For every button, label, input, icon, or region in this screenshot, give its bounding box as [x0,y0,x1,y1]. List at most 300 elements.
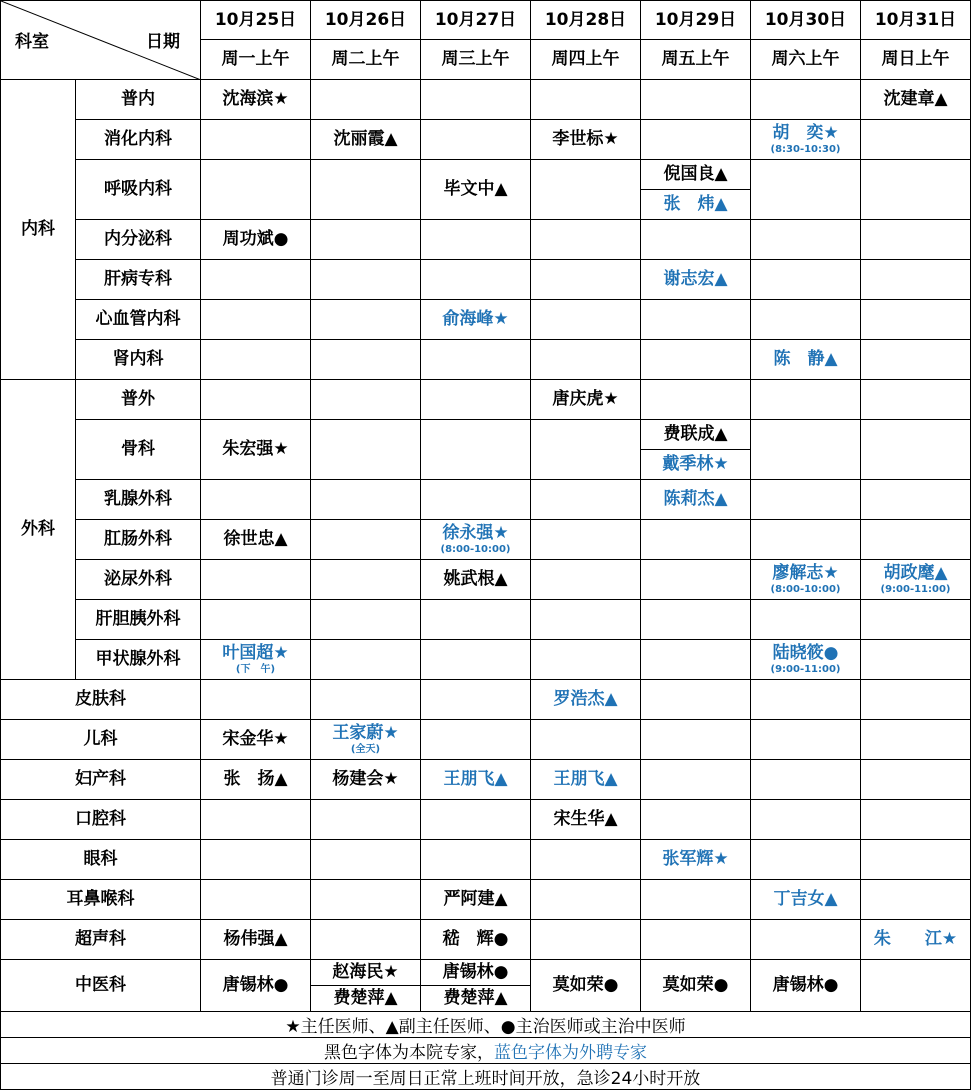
department-name: 肛肠外科 [104,529,172,550]
department-cell [76,560,201,600]
department-cell [76,160,201,220]
department-name: 皮肤科 [75,689,126,710]
department-name: 肝胆胰外科 [95,609,181,630]
schedule-cell [751,640,861,680]
schedule-cell [641,880,751,920]
schedule-cell [861,160,971,220]
department-cell [76,220,201,260]
department-cell [0,720,201,760]
schedule-cell [751,160,861,220]
doctor-name: 姚武根▲ [443,569,508,590]
schedule-cell [201,160,311,220]
date-label: 10月25日 [214,9,297,30]
schedule-cell [641,920,751,960]
department-name: 中医科 [75,975,126,996]
schedule-cell [311,760,421,800]
department-name: 眼科 [83,849,118,870]
schedule-cell [751,80,861,120]
hours-text: 普通门诊周一至周日正常上班时间开放，急诊24小时开放 [270,1069,701,1089]
schedule-cell [751,960,861,1012]
schedule-cell [751,560,861,600]
schedule-cell [861,840,971,880]
schedule-cell [421,380,531,420]
doctor-name: 张 炜▲ [663,194,728,215]
day-header [311,40,421,80]
schedule-cell [641,680,751,720]
schedule-cell [861,260,971,300]
doctor-name: 叶国超★ [222,642,289,663]
schedule-cell [531,760,641,800]
schedule-cell [641,220,751,260]
date-label: 10月27日 [434,9,517,30]
schedule-cell [421,880,531,920]
schedule-cell [751,600,861,640]
department-name: 妇产科 [75,769,126,790]
doctor-name: 嵇 辉● [442,929,509,950]
schedule-cell [641,840,751,880]
schedule-cell [201,300,311,340]
doctor-name: 莫如荣● [662,975,729,996]
schedule-cell [421,340,531,380]
date-header [531,0,641,40]
doctor-name: 陈 静▲ [773,349,838,370]
department-name: 普内 [121,89,155,110]
schedule-cell [861,800,971,840]
department-name: 泌尿外科 [104,569,172,590]
schedule-cell [201,920,311,960]
schedule-cell [531,840,641,880]
doctor-name: 赵海民★ [332,962,399,983]
department-name: 乳腺外科 [104,489,172,510]
schedule-cell [421,760,531,800]
schedule-cell [861,960,971,1012]
schedule-cell [531,800,641,840]
doctor-name: 莫如荣● [552,975,619,996]
time-note: (8:30-10:30) [770,144,841,156]
department-name: 肝病专科 [104,269,172,290]
date-label: 10月31日 [874,9,957,30]
date-label: 10月26日 [324,9,407,30]
department-cell [0,840,201,880]
schedule-cell [421,300,531,340]
department-name: 甲状腺外科 [95,649,181,670]
doctor-name: 唐庆虎★ [552,389,619,410]
schedule-cell [531,640,641,680]
department-name: 耳鼻喉科 [66,889,135,910]
schedule-cell [861,880,971,920]
department-name: 骨科 [121,439,155,460]
doctor-name: 沈建章▲ [883,89,948,110]
schedule-cell [531,560,641,600]
date-label: 10月29日 [654,9,737,30]
time-note: (9:00-11:00) [880,584,951,596]
time-note: (8:00-10:00) [440,544,511,556]
schedule-cell [201,640,311,680]
date-label: 10月28日 [544,9,627,30]
doctor-name: 沈丽霞▲ [333,129,398,150]
doctor-name: 陆晓筱● [772,642,839,663]
doctor-name: 费楚萍▲ [333,988,398,1009]
schedule-cell [201,560,311,600]
doctor-slot [641,450,750,479]
schedule-cell [311,960,421,1012]
schedule-cell [641,640,751,680]
schedule-cell [531,680,641,720]
schedule-cell [311,560,421,600]
schedule-cell [311,640,421,680]
day-header [421,40,531,80]
schedule-cell [641,300,751,340]
doctor-name: 周功斌● [222,229,289,250]
department-name: 超声科 [75,929,126,950]
schedule-cell [641,420,751,480]
day-label: 周日上午 [881,49,950,70]
schedule-cell [861,680,971,720]
day-header [751,40,861,80]
schedule-cell [421,120,531,160]
schedule-cell [531,720,641,760]
schedule-cell [751,480,861,520]
schedule-cell [311,520,421,560]
schedule-cell [751,880,861,920]
schedule-cell [861,80,971,120]
doctor-slot [641,420,750,450]
schedule-cell [201,380,311,420]
schedule-cell [641,480,751,520]
schedule-cell [311,260,421,300]
schedule-cell [201,420,311,480]
schedule-cell [641,720,751,760]
schedule-cell [641,800,751,840]
schedule-cell [751,760,861,800]
schedule-cell [421,480,531,520]
schedule-cell [311,80,421,120]
color-note-black: 黑色字体为本院专家， [324,1043,494,1063]
doctor-name: 朱宏强★ [222,439,289,460]
doctor-name: 廖解志★ [772,562,839,583]
schedule-cell [421,840,531,880]
schedule-cell [751,220,861,260]
doctor-name: 谢志宏▲ [663,269,728,290]
schedule-cell [311,600,421,640]
doctor-name: 张 扬▲ [223,769,288,790]
day-header [531,40,641,80]
day-label: 周三上午 [441,49,510,70]
schedule-cell [421,560,531,600]
doctor-name: 杨伟强▲ [223,929,288,950]
day-header [201,40,311,80]
schedule-cell [531,880,641,920]
schedule-cell [861,560,971,600]
date-header [421,0,531,40]
schedule-cell [751,380,861,420]
schedule-cell [311,340,421,380]
schedule-cell [421,260,531,300]
schedule-cell [641,520,751,560]
day-label: 周二上午 [331,49,400,70]
schedule-cell [311,380,421,420]
date-header [201,0,311,40]
date-header [311,0,421,40]
schedule-cell [201,960,311,1012]
schedule-cell [201,600,311,640]
schedule-cell [201,520,311,560]
schedule-cell [421,520,531,560]
doctor-slot [311,986,420,1011]
schedule-cell [201,840,311,880]
schedule-cell [861,760,971,800]
schedule-cell [861,480,971,520]
schedule-cell [201,880,311,920]
schedule-cell [311,480,421,520]
schedule-cell [861,340,971,380]
schedule-cell [751,420,861,480]
schedule-cell [531,600,641,640]
doctor-name: 费楚萍▲ [443,988,508,1009]
schedule-cell [531,520,641,560]
hours-row [0,1064,971,1090]
schedule-cell [311,800,421,840]
doctor-name: 宋金华★ [222,729,289,750]
schedule-cell [311,160,421,220]
schedule-cell [751,520,861,560]
schedule-cell [861,920,971,960]
schedule-cell [751,300,861,340]
doctor-name: 徐永强★ [442,522,509,543]
department-cell [76,120,201,160]
doctor-name: 丁吉女▲ [773,889,838,910]
department-name: 儿科 [83,729,118,750]
schedule-cell [421,920,531,960]
department-cell [76,640,201,680]
schedule-cell [311,300,421,340]
day-label: 周一上午 [221,49,290,70]
schedule-cell [641,160,751,220]
schedule-cell [641,560,751,600]
schedule-cell [531,120,641,160]
doctor-slot [421,960,530,986]
legend-row [0,1012,971,1038]
schedule-cell [751,120,861,160]
doctor-name: 胡 奕★ [772,122,839,143]
doctor-slot [641,190,750,219]
department-cell [76,80,201,120]
date-header [861,0,971,40]
color-note-blue: 蓝色字体为外聘专家 [494,1043,647,1063]
doctor-name: 张军辉★ [662,849,729,870]
schedule-cell [751,840,861,880]
doctor-name: 毕文中▲ [443,179,508,200]
schedule-cell [311,880,421,920]
department-name: 普外 [121,389,155,410]
schedule-cell [531,220,641,260]
department-name: 消化内科 [104,129,172,150]
schedule-cell [311,920,421,960]
doctor-name: 朱 江★ [873,929,958,950]
doctor-name: 罗浩杰▲ [553,689,618,710]
time-note: (全天) [350,744,381,756]
schedule-cell [421,720,531,760]
doctor-slot [421,986,530,1011]
day-label: 周五上午 [661,49,730,70]
department-cell [76,300,201,340]
department-group-cell [0,80,76,380]
day-label: 周六上午 [771,49,840,70]
schedule-cell [641,760,751,800]
schedule-cell [861,600,971,640]
schedule-cell [421,640,531,680]
schedule-cell [531,80,641,120]
department-cell [0,920,201,960]
department-cell [0,800,201,840]
schedule-cell [861,420,971,480]
department-cell [76,520,201,560]
schedule-cell [861,380,971,420]
schedule-cell [861,300,971,340]
time-note: (9:00-11:00) [770,664,841,676]
doctor-name: 唐锡林● [442,962,509,983]
schedule-cell [861,640,971,680]
department-name: 口腔科 [75,809,126,830]
department-cell [0,760,201,800]
schedule-cell [201,80,311,120]
day-label: 周四上午 [551,49,620,70]
schedule-cell [421,960,531,1012]
schedule-cell [201,680,311,720]
doctor-name: 倪国良▲ [663,164,728,185]
doctor-name: 李世标★ [552,129,619,150]
doctor-slot [641,160,750,190]
schedule-cell [751,800,861,840]
department-name: 呼吸内科 [104,179,172,200]
schedule-cell [641,340,751,380]
schedule-cell [311,120,421,160]
schedule-cell [641,260,751,300]
schedule-cell [421,160,531,220]
schedule-cell [421,80,531,120]
doctor-name: 唐锡林● [222,975,289,996]
department-name: 内分泌科 [104,229,172,250]
schedule-cell [531,420,641,480]
schedule-cell [751,260,861,300]
schedule-cell [421,800,531,840]
schedule-cell [531,300,641,340]
department-cell [76,380,201,420]
schedule-cell [641,120,751,160]
schedule-cell [641,80,751,120]
department-name: 心血管内科 [95,309,181,330]
schedule-cell [201,260,311,300]
department-group-cell [0,380,76,680]
department-cell [76,480,201,520]
schedule-cell [861,520,971,560]
schedule-cell [201,760,311,800]
schedule-cell [531,960,641,1012]
time-note: (下 午) [235,664,276,676]
schedule-cell [311,840,421,880]
schedule-cell [201,120,311,160]
header-corner [0,0,201,80]
schedule-cell [641,960,751,1012]
time-note: (8:00-10:00) [770,584,841,596]
doctor-name: 费联成▲ [663,424,728,445]
schedule-cell [531,480,641,520]
schedule-cell [421,420,531,480]
schedule-cell [751,680,861,720]
doctor-name: 王朋飞▲ [553,769,618,790]
schedule-cell [421,220,531,260]
color-note-row [0,1038,971,1064]
department-cell [0,680,201,720]
schedule-cell [531,260,641,300]
schedule-cell [751,720,861,760]
schedule-cell [201,800,311,840]
doctor-name: 严阿建▲ [443,889,508,910]
date-header-label: 日期 [146,32,180,52]
schedule-cell [531,340,641,380]
date-label: 10月30日 [764,9,847,30]
schedule-cell [861,120,971,160]
department-cell [76,260,201,300]
doctor-name: 王家蔚★ [332,722,399,743]
department-cell [0,960,201,1012]
schedule-cell [201,480,311,520]
schedule-cell [201,340,311,380]
doctor-name: 王朋飞▲ [443,769,508,790]
day-header [861,40,971,80]
doctor-name: 杨建会★ [332,769,399,790]
schedule-cell [311,680,421,720]
schedule-cell [421,680,531,720]
date-header [751,0,861,40]
doctor-name: 陈莉杰▲ [663,489,728,510]
doctor-name: 唐锡林● [772,975,839,996]
schedule-cell [421,600,531,640]
schedule-cell [531,380,641,420]
doctor-name: 戴季林★ [662,454,729,475]
schedule-cell [751,920,861,960]
day-header [641,40,751,80]
schedule-cell [641,380,751,420]
department-name: 肾内科 [112,349,164,370]
department-cell [76,420,201,480]
doctor-slot [311,960,420,986]
schedule-cell [201,720,311,760]
date-header [641,0,751,40]
department-cell [76,340,201,380]
schedule-cell [531,920,641,960]
dept-header-label: 科室 [15,32,49,52]
doctor-name: 胡政麾▲ [883,562,948,583]
schedule-cell [311,420,421,480]
doctor-name: 宋生华▲ [553,809,618,830]
schedule-cell [751,340,861,380]
group-name: 内科 [21,219,55,240]
schedule-cell [531,160,641,220]
department-cell [0,880,201,920]
doctor-name: 沈海滨★ [222,89,289,110]
doctor-name: 俞海峰★ [442,309,509,330]
schedule-cell [311,720,421,760]
schedule-cell [201,220,311,260]
department-cell [76,600,201,640]
schedule-cell [641,600,751,640]
legend-text: ★主任医师、▲副主任医师、●主治医师或主治中医师 [285,1017,686,1037]
doctor-name: 徐世忠▲ [223,529,288,550]
schedule-cell [861,720,971,760]
schedule-cell [861,220,971,260]
schedule-cell [311,220,421,260]
